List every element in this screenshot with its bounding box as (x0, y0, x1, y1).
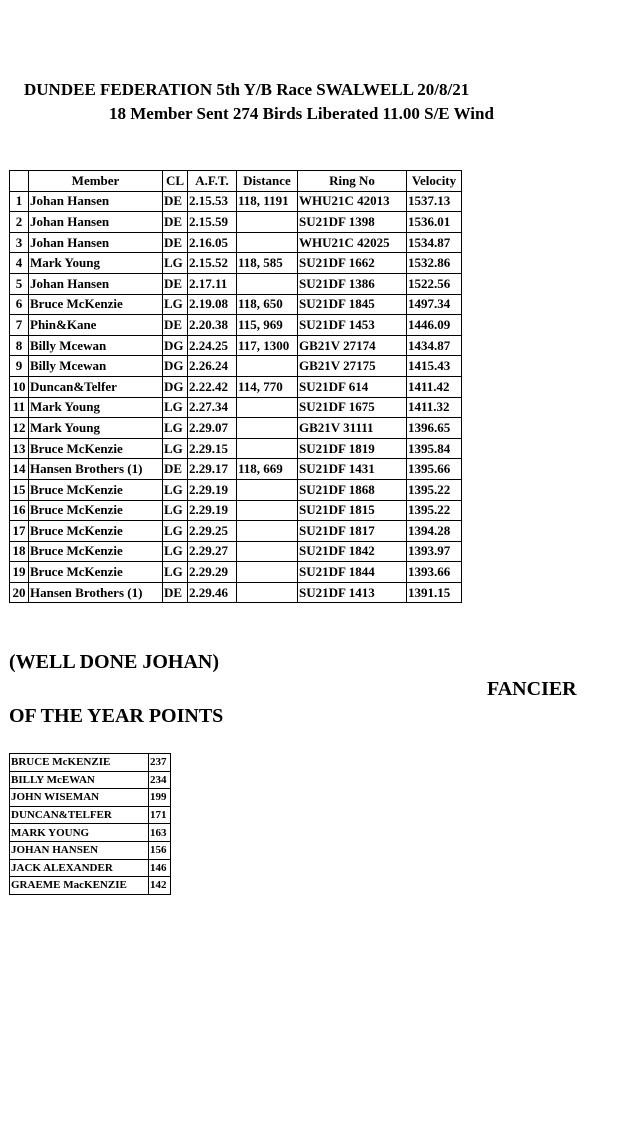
cell-member: Mark Young (29, 418, 163, 439)
cell-aft: 2.26.24 (188, 356, 237, 377)
cell-cl: LG (163, 294, 188, 315)
cell-member: Bruce McKenzie (29, 294, 163, 315)
cell-cl: DE (163, 212, 188, 233)
cell-member: Hansen Brothers (1) (29, 459, 163, 480)
cell-ring-no: SU21DF 614 (298, 376, 407, 397)
table-row (10, 315, 462, 336)
cell-position: 20 (10, 582, 29, 603)
cell-ring-no: SU21DF 1431 (298, 459, 407, 480)
cell-velocity: 1522.56 (407, 273, 462, 294)
cell-member: Bruce McKenzie (29, 500, 163, 521)
cell-velocity: 1391.15 (407, 582, 462, 603)
cell-member: Billy Mcewan (29, 356, 163, 377)
cell-ring-no: SU21DF 1815 (298, 500, 407, 521)
table-row (10, 521, 462, 542)
points-heading: OF THE YEAR POINTS (9, 705, 224, 727)
points-value: 199 (149, 789, 171, 807)
cell-aft: 2.29.19 (188, 479, 237, 500)
cell-ring-no: SU21DF 1453 (298, 315, 407, 336)
cell-position: 6 (10, 294, 29, 315)
cell-position: 5 (10, 273, 29, 294)
cell-ring-no: WHU21C 42025 (298, 232, 407, 253)
cell-cl: DG (163, 335, 188, 356)
cell-member: Bruce McKenzie (29, 521, 163, 542)
col-header-ring-no: Ring No (298, 171, 407, 192)
cell-position: 10 (10, 376, 29, 397)
cell-velocity: 1396.65 (407, 418, 462, 439)
cell-velocity: 1411.32 (407, 397, 462, 418)
cell-aft: 2.27.34 (188, 397, 237, 418)
cell-distance (237, 500, 298, 521)
col-header-cl: CL (163, 171, 188, 192)
cell-position: 3 (10, 232, 29, 253)
cell-distance (237, 356, 298, 377)
table-row (10, 397, 462, 418)
cell-ring-no: SU21DF 1845 (298, 294, 407, 315)
cell-distance (237, 212, 298, 233)
cell-ring-no: SU21DF 1413 (298, 582, 407, 603)
col-header-distance: Distance (237, 171, 298, 192)
well-done-note: (WELL DONE JOHAN) (9, 651, 220, 673)
table-row (10, 356, 462, 377)
points-value: 234 (149, 771, 171, 789)
cell-velocity: 1446.09 (407, 315, 462, 336)
cell-position: 7 (10, 315, 29, 336)
cell-cl: LG (163, 521, 188, 542)
cell-position: 18 (10, 541, 29, 562)
cell-cl: LG (163, 500, 188, 521)
cell-velocity: 1415.43 (407, 356, 462, 377)
cell-distance (237, 418, 298, 439)
points-value: 156 (149, 841, 171, 859)
cell-cl: LG (163, 253, 188, 274)
cell-velocity: 1532.86 (407, 253, 462, 274)
cell-position: 1 (10, 191, 29, 212)
cell-ring-no: SU21DF 1819 (298, 438, 407, 459)
cell-member: Mark Young (29, 253, 163, 274)
cell-distance (237, 562, 298, 583)
cell-cl: DG (163, 376, 188, 397)
cell-cl: DE (163, 459, 188, 480)
cell-velocity: 1395.84 (407, 438, 462, 459)
points-name: JOHN WISEMAN (10, 789, 149, 807)
cell-ring-no: GB21V 31111 (298, 418, 407, 439)
cell-aft: 2.29.19 (188, 500, 237, 521)
cell-member: Billy Mcewan (29, 335, 163, 356)
cell-position: 19 (10, 562, 29, 583)
points-value: 237 (149, 754, 171, 772)
points-value: 142 (149, 877, 171, 895)
cell-cl: DE (163, 582, 188, 603)
table-row (10, 418, 462, 439)
cell-ring-no: SU21DF 1675 (298, 397, 407, 418)
cell-distance: 118, 650 (237, 294, 298, 315)
cell-distance (237, 438, 298, 459)
cell-member: Johan Hansen (29, 273, 163, 294)
table-row (10, 273, 462, 294)
points-row (10, 877, 171, 895)
points-row (10, 789, 171, 807)
cell-velocity: 1394.28 (407, 521, 462, 542)
points-body (10, 754, 171, 895)
cell-position: 14 (10, 459, 29, 480)
cell-aft: 2.29.17 (188, 459, 237, 480)
points-name: GRAEME MacKENZIE (10, 877, 149, 895)
cell-aft: 2.24.25 (188, 335, 237, 356)
table-row (10, 500, 462, 521)
cell-aft: 2.29.46 (188, 582, 237, 603)
cell-position: 13 (10, 438, 29, 459)
cell-velocity: 1534.87 (407, 232, 462, 253)
table-row (10, 541, 462, 562)
results-body (10, 191, 462, 603)
cell-aft: 2.19.08 (188, 294, 237, 315)
cell-aft: 2.29.27 (188, 541, 237, 562)
cell-aft: 2.22.42 (188, 376, 237, 397)
cell-member: Johan Hansen (29, 191, 163, 212)
cell-aft: 2.15.59 (188, 212, 237, 233)
cell-member: Johan Hansen (29, 232, 163, 253)
results-table (9, 170, 462, 603)
points-table (9, 753, 171, 895)
cell-velocity: 1411.42 (407, 376, 462, 397)
cell-cl: LG (163, 438, 188, 459)
cell-position: 4 (10, 253, 29, 274)
table-row (10, 582, 462, 603)
points-row (10, 754, 171, 772)
cell-member: Duncan&Telfer (29, 376, 163, 397)
table-row (10, 253, 462, 274)
table-row (10, 294, 462, 315)
points-value: 146 (149, 859, 171, 877)
cell-distance: 115, 969 (237, 315, 298, 336)
cell-member: Phin&Kane (29, 315, 163, 336)
table-row (10, 438, 462, 459)
points-row (10, 806, 171, 824)
cell-position: 15 (10, 479, 29, 500)
cell-distance (237, 541, 298, 562)
cell-ring-no: GB21V 27174 (298, 335, 407, 356)
cell-cl: LG (163, 562, 188, 583)
fancier-label: FANCIER (487, 678, 577, 700)
cell-position: 9 (10, 356, 29, 377)
cell-cl: LG (163, 418, 188, 439)
cell-cl: DE (163, 315, 188, 336)
cell-member: Bruce McKenzie (29, 438, 163, 459)
cell-velocity: 1393.97 (407, 541, 462, 562)
cell-distance: 118, 585 (237, 253, 298, 274)
table-row (10, 479, 462, 500)
cell-aft: 2.29.29 (188, 562, 237, 583)
cell-cl: LG (163, 541, 188, 562)
cell-ring-no: SU21DF 1662 (298, 253, 407, 274)
cell-member: Bruce McKenzie (29, 479, 163, 500)
points-row (10, 841, 171, 859)
cell-member: Mark Young (29, 397, 163, 418)
table-row (10, 212, 462, 233)
table-row (10, 191, 462, 212)
table-row (10, 459, 462, 480)
cell-distance: 114, 770 (237, 376, 298, 397)
cell-cl: DE (163, 191, 188, 212)
points-value: 163 (149, 824, 171, 842)
cell-position: 16 (10, 500, 29, 521)
cell-distance: 118, 669 (237, 459, 298, 480)
cell-distance: 118, 1191 (237, 191, 298, 212)
cell-member: Bruce McKenzie (29, 562, 163, 583)
cell-velocity: 1537.13 (407, 191, 462, 212)
cell-cl: LG (163, 397, 188, 418)
points-name: DUNCAN&TELFER (10, 806, 149, 824)
cell-distance (237, 521, 298, 542)
cell-distance: 117, 1300 (237, 335, 298, 356)
race-subtitle: 18 Member Sent 274 Birds Liberated 11.00 S/E Wind (109, 104, 494, 123)
table-row (10, 376, 462, 397)
cell-position: 8 (10, 335, 29, 356)
cell-aft: 2.29.15 (188, 438, 237, 459)
cell-ring-no: WHU21C 42013 (298, 191, 407, 212)
cell-ring-no: SU21DF 1842 (298, 541, 407, 562)
cell-velocity: 1393.66 (407, 562, 462, 583)
race-title: DUNDEE FEDERATION 5th Y/B Race SWALWELL 20/8/21 (24, 80, 470, 99)
cell-member: Hansen Brothers (1) (29, 582, 163, 603)
cell-distance (237, 232, 298, 253)
cell-aft: 2.17.11 (188, 273, 237, 294)
cell-aft: 2.20.38 (188, 315, 237, 336)
cell-cl: DG (163, 356, 188, 377)
cell-position: 17 (10, 521, 29, 542)
cell-ring-no: SU21DF 1386 (298, 273, 407, 294)
cell-cl: DE (163, 273, 188, 294)
points-row (10, 824, 171, 842)
cell-ring-no: SU21DF 1844 (298, 562, 407, 583)
table-row (10, 232, 462, 253)
points-value: 171 (149, 806, 171, 824)
points-name: BRUCE McKENZIE (10, 754, 149, 772)
table-row (10, 335, 462, 356)
col-header-position (10, 171, 29, 192)
cell-position: 2 (10, 212, 29, 233)
points-name: MARK YOUNG (10, 824, 149, 842)
cell-ring-no: SU21DF 1868 (298, 479, 407, 500)
cell-distance (237, 273, 298, 294)
cell-ring-no: SU21DF 1817 (298, 521, 407, 542)
points-row (10, 771, 171, 789)
cell-member: Johan Hansen (29, 212, 163, 233)
table-row (10, 562, 462, 583)
cell-cl: DE (163, 232, 188, 253)
cell-velocity: 1536.01 (407, 212, 462, 233)
cell-aft: 2.16.05 (188, 232, 237, 253)
col-header-velocity: Velocity (407, 171, 462, 192)
cell-ring-no: GB21V 27175 (298, 356, 407, 377)
cell-member: Bruce McKenzie (29, 541, 163, 562)
cell-velocity: 1395.22 (407, 479, 462, 500)
points-name: JACK ALEXANDER (10, 859, 149, 877)
cell-distance (237, 582, 298, 603)
col-header-aft: A.F.T. (188, 171, 237, 192)
cell-position: 11 (10, 397, 29, 418)
cell-aft: 2.15.53 (188, 191, 237, 212)
cell-velocity: 1395.66 (407, 459, 462, 480)
cell-aft: 2.29.07 (188, 418, 237, 439)
cell-position: 12 (10, 418, 29, 439)
points-name: JOHAN HANSEN (10, 841, 149, 859)
cell-ring-no: SU21DF 1398 (298, 212, 407, 233)
col-header-member: Member (29, 171, 163, 192)
cell-velocity: 1497.34 (407, 294, 462, 315)
cell-aft: 2.15.52 (188, 253, 237, 274)
cell-distance (237, 397, 298, 418)
cell-cl: LG (163, 479, 188, 500)
cell-aft: 2.29.25 (188, 521, 237, 542)
cell-velocity: 1434.87 (407, 335, 462, 356)
points-name: BILLY McEWAN (10, 771, 149, 789)
points-row (10, 859, 171, 877)
cell-distance (237, 479, 298, 500)
results-header-row (10, 171, 462, 192)
cell-velocity: 1395.22 (407, 500, 462, 521)
